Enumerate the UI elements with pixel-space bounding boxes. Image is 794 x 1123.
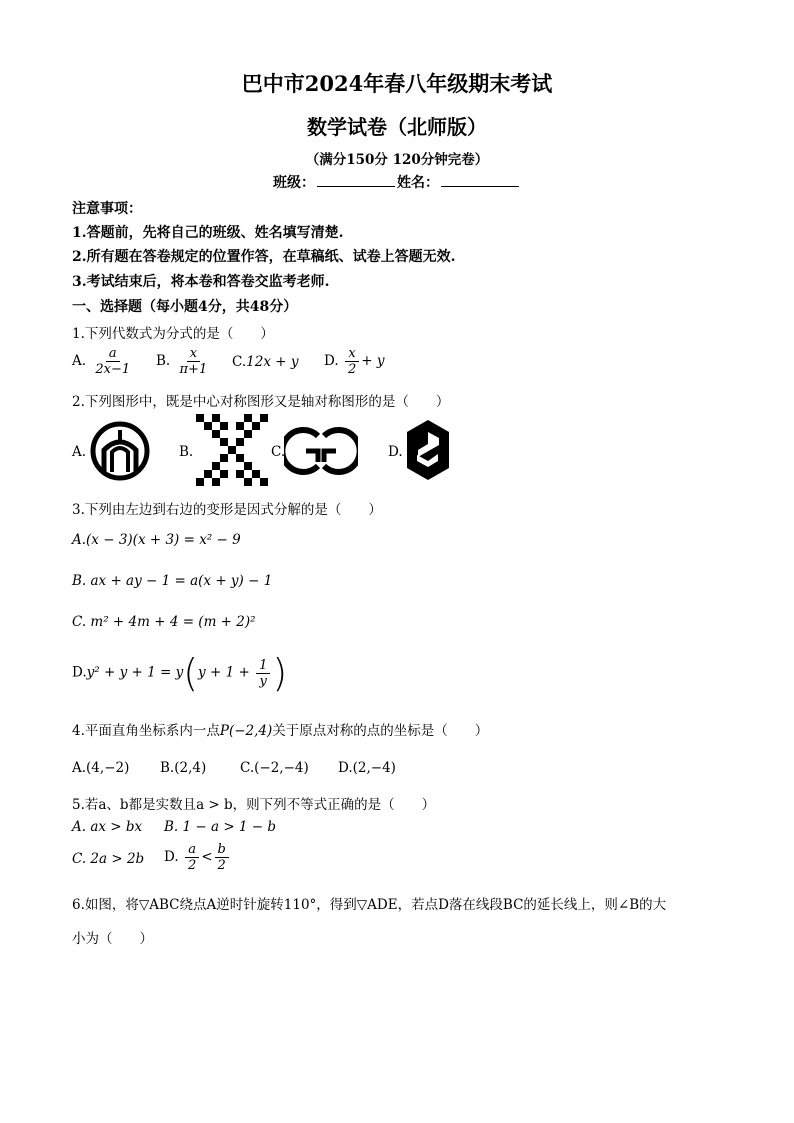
q5-option-c: C. 2a > 2b	[72, 851, 145, 867]
notes-heading: 注意事项：	[72, 201, 142, 217]
q4-option-d: D.(2,−4)	[338, 760, 396, 776]
fraction: $\frac{x}{2}$	[345, 346, 359, 377]
emblem-arch-icon	[88, 420, 152, 482]
right-paren: )	[272, 651, 288, 695]
question-2-stem: 2.下列图形中，既是中心对称图形又是轴对称图形的是（ ）	[72, 394, 450, 410]
q5-option-d: D. $\frac{a}{2}$ < $\frac{b}{2}$	[164, 842, 231, 873]
q2-label-b: B.	[179, 444, 194, 460]
name-blank[interactable]	[441, 172, 519, 187]
q2-label-a: A.	[72, 444, 87, 460]
question-1-stem: 1.下列代数式为分式的是（ ）	[72, 326, 274, 342]
q3-option-a: A.(x − 3)(x + 3) = x² − 9	[72, 532, 241, 548]
section-heading: 一、选择题（每小题4分，共48分）	[72, 299, 298, 315]
fraction: $\frac{a}{2}$	[185, 842, 199, 873]
checker-x-pattern-icon	[196, 414, 268, 486]
class-label: 班级：	[273, 175, 315, 191]
q3-option-c: C. m² + 4m + 4 = (m + 2)²	[72, 614, 256, 630]
fraction: $\frac{1}{y}$	[256, 658, 270, 689]
note-item: 2.所有题在答卷规定的位置作答，在草稿纸、试卷上答题无效.	[72, 249, 456, 265]
name-label: 姓名：	[397, 175, 439, 191]
note-item: 3.考试结束后，将本卷和答卷交监考老师.	[72, 274, 330, 290]
question-6-stem: 6.如图，将▽ABC绕点A逆时针旋转110°，得到▽ADE，若点D落在线段BC的延长线上，则∠B的大	[72, 897, 667, 913]
q2-label-c: C.	[271, 444, 286, 460]
question-4-stem: 4.平面直角坐标系内一点P(−2,4)关于原点对称的点的坐标是（ ）	[72, 723, 489, 739]
double-g-logo-icon	[284, 424, 358, 478]
exam-title: 巴中市2024年春八年级期末考试	[241, 71, 553, 96]
fraction: $\frac{x}{\pi+1}$	[179, 346, 208, 377]
q1-option-b: B. $\frac{x}{\pi+1}$	[156, 346, 212, 377]
class-name-line	[0, 172, 794, 192]
left-paren: (	[183, 651, 199, 695]
question-6-stem-cont: 小为（ ）	[72, 931, 153, 947]
q2-label-d: D.	[388, 444, 403, 460]
q3-option-b: B. ax + ay − 1 = a(x + y) − 1	[72, 573, 273, 589]
class-blank[interactable]	[317, 172, 395, 187]
q1-option-a: A. $\frac{a}{2x-1}$	[72, 346, 135, 377]
exam-info: （满分150分 120分钟完卷）	[305, 152, 489, 168]
q4-option-a: A.(4,−2)	[72, 760, 130, 776]
fraction: $\frac{b}{2}$	[215, 842, 229, 873]
q1-option-d: D. $\frac{x}{2}$ + y	[324, 346, 385, 377]
question-5-stem: 5.若a、b都是实数且a > b，则下列不等式正确的是（ ）	[72, 797, 436, 813]
q1-option-c: C.12x + y	[232, 354, 299, 370]
q5-option-a: A. ax > bx	[72, 819, 143, 835]
hexagon-s-logo-icon	[404, 418, 452, 482]
q4-option-c: C.(−2,−4)	[240, 760, 309, 776]
fraction: $\frac{a}{2x-1}$	[95, 346, 131, 377]
q5-option-b: B. 1 − a > 1 − b	[164, 819, 277, 835]
exam-subtitle: 数学试卷（北师版）	[307, 115, 487, 139]
q3-option-d: D.y² + y + 1 = y(y + 1 + $\frac{1}{y}$ )	[72, 651, 288, 695]
question-3-stem: 3.下列由左边到右边的变形是因式分解的是（ ）	[72, 502, 382, 518]
q4-option-b: B.(2,4)	[160, 760, 207, 776]
note-item: 1.答题前，先将自己的班级、姓名填写清楚.	[72, 225, 344, 241]
